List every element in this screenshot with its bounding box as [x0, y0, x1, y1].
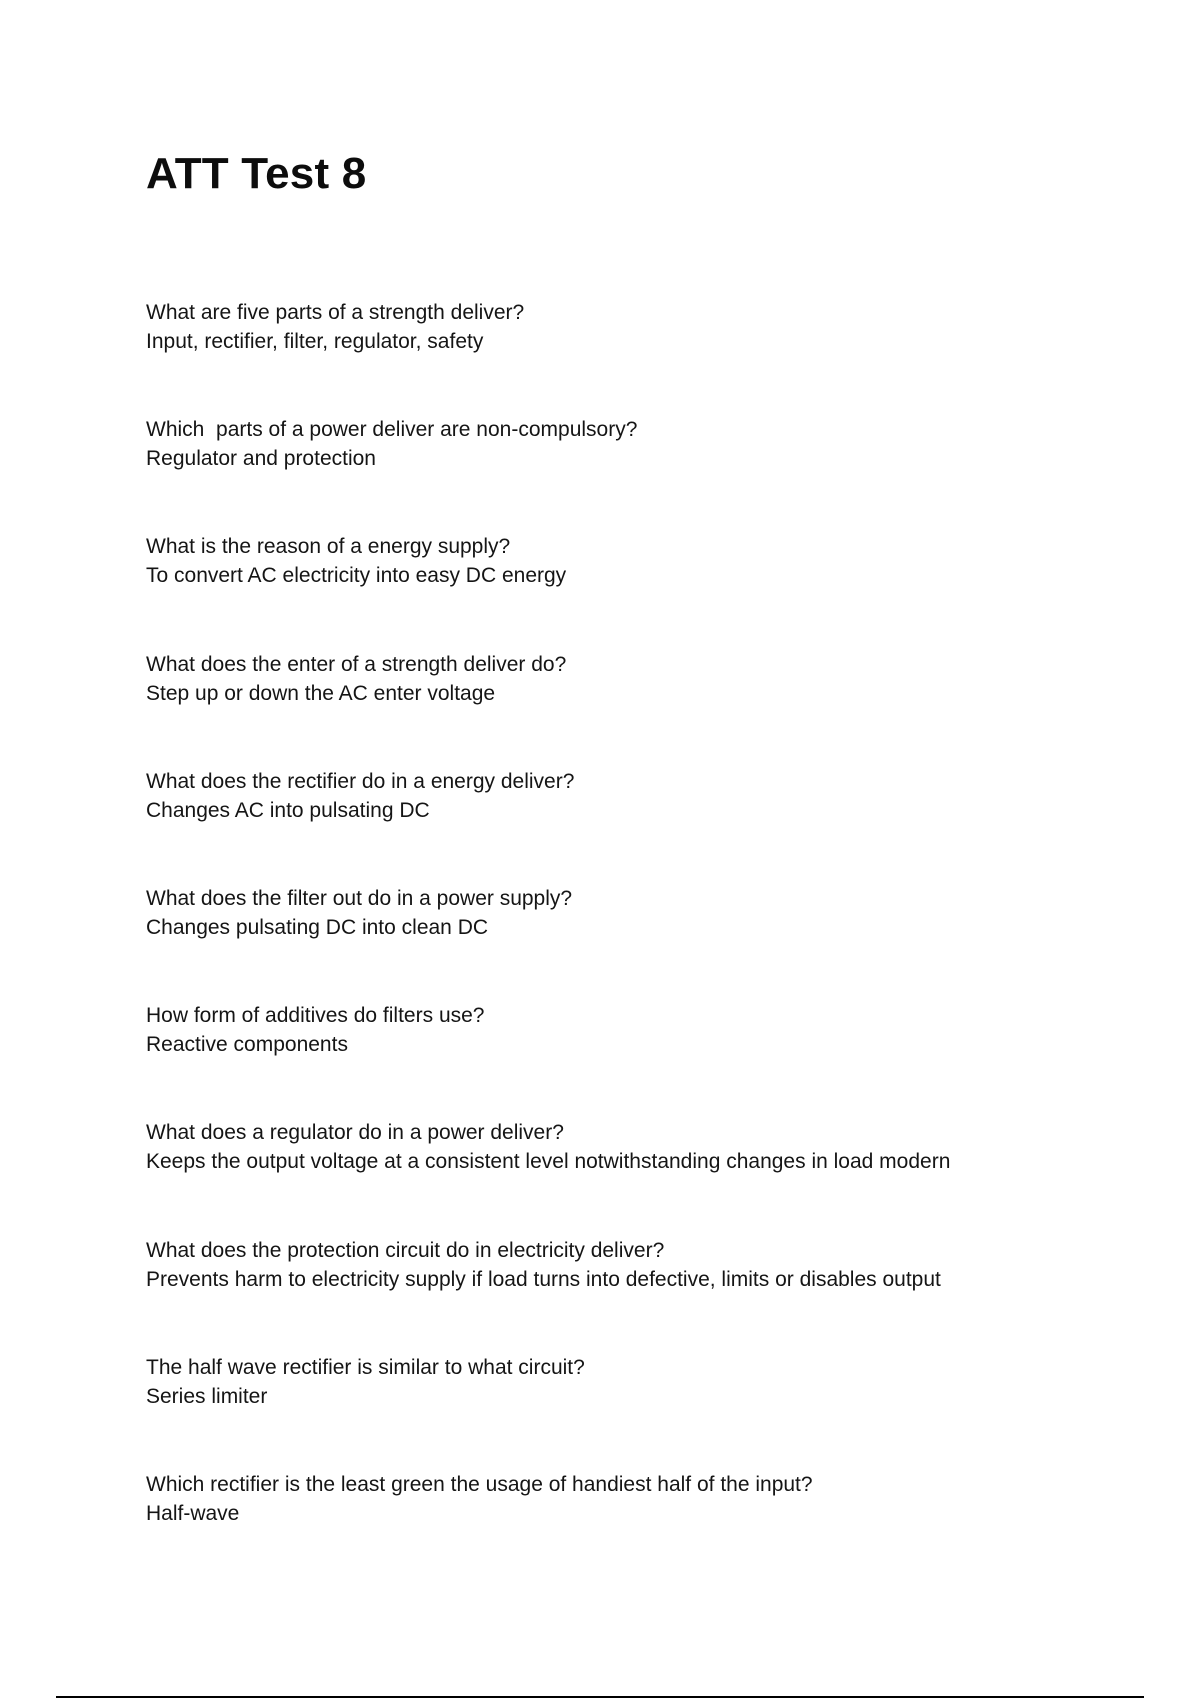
qa-item: [146, 650, 1106, 767]
page-bottom-rule: [56, 1696, 1144, 1698]
answer-text: Changes pulsating DC into clean DC: [146, 915, 489, 939]
answer-text: Prevents harm to electricity supply if load turns into defective, limits or disables output: [146, 1267, 941, 1291]
answer-text: Reactive components: [146, 1033, 348, 1057]
qa-item: [146, 1236, 1106, 1353]
question-text: What does the enter of a strength deliver do?: [146, 652, 567, 676]
question-text: Which rectifier is the least green the usage of handiest half of the input?: [146, 1472, 813, 1496]
question-text: What are five parts of a strength deliver?: [146, 301, 525, 324]
answer-text: To convert AC electricity into easy DC energy: [146, 564, 567, 588]
answer-text: Changes AC into pulsating DC: [146, 798, 430, 822]
qa-item: [146, 1001, 1106, 1118]
question-text: What does the rectifier do in a energy deliver?: [146, 769, 575, 793]
question-text: Which parts of a power deliver are non-compulsory?: [146, 418, 638, 442]
answer-text: Input, rectifier, filter, regulator, safety: [146, 330, 484, 353]
qa-item: [146, 1353, 1106, 1470]
qa-item: [146, 1470, 1106, 1587]
qa-item: [146, 1118, 1106, 1235]
qa-item: [146, 884, 1106, 1001]
qa-item: [146, 298, 1106, 415]
question-answer-list: [146, 298, 1106, 1587]
answer-text: Regulator and protection: [146, 447, 376, 471]
answer-text: Half-wave: [146, 1501, 240, 1525]
question-text: What does the filter out do in a power supply?: [146, 886, 573, 910]
answer-text: Step up or down the AC enter voltage: [146, 681, 496, 705]
question-text: What is the reason of a energy supply?: [146, 535, 511, 559]
answer-text: Series limiter: [146, 1384, 268, 1408]
question-text: What does the protection circuit do in electricity deliver?: [146, 1238, 665, 1262]
qa-item: [146, 767, 1106, 884]
answer-text: Keeps the output voltage at a consistent level notwithstanding changes in load modern: [146, 1150, 951, 1174]
document-title: ATT Test 8: [146, 149, 367, 198]
qa-item: [146, 532, 1106, 649]
qa-item: [146, 415, 1106, 532]
question-text: The half wave rectifier is similar to what circuit?: [146, 1355, 585, 1379]
question-text: How form of additives do filters use?: [146, 1004, 485, 1028]
question-text: What does a regulator do in a power deliver?: [146, 1121, 564, 1145]
